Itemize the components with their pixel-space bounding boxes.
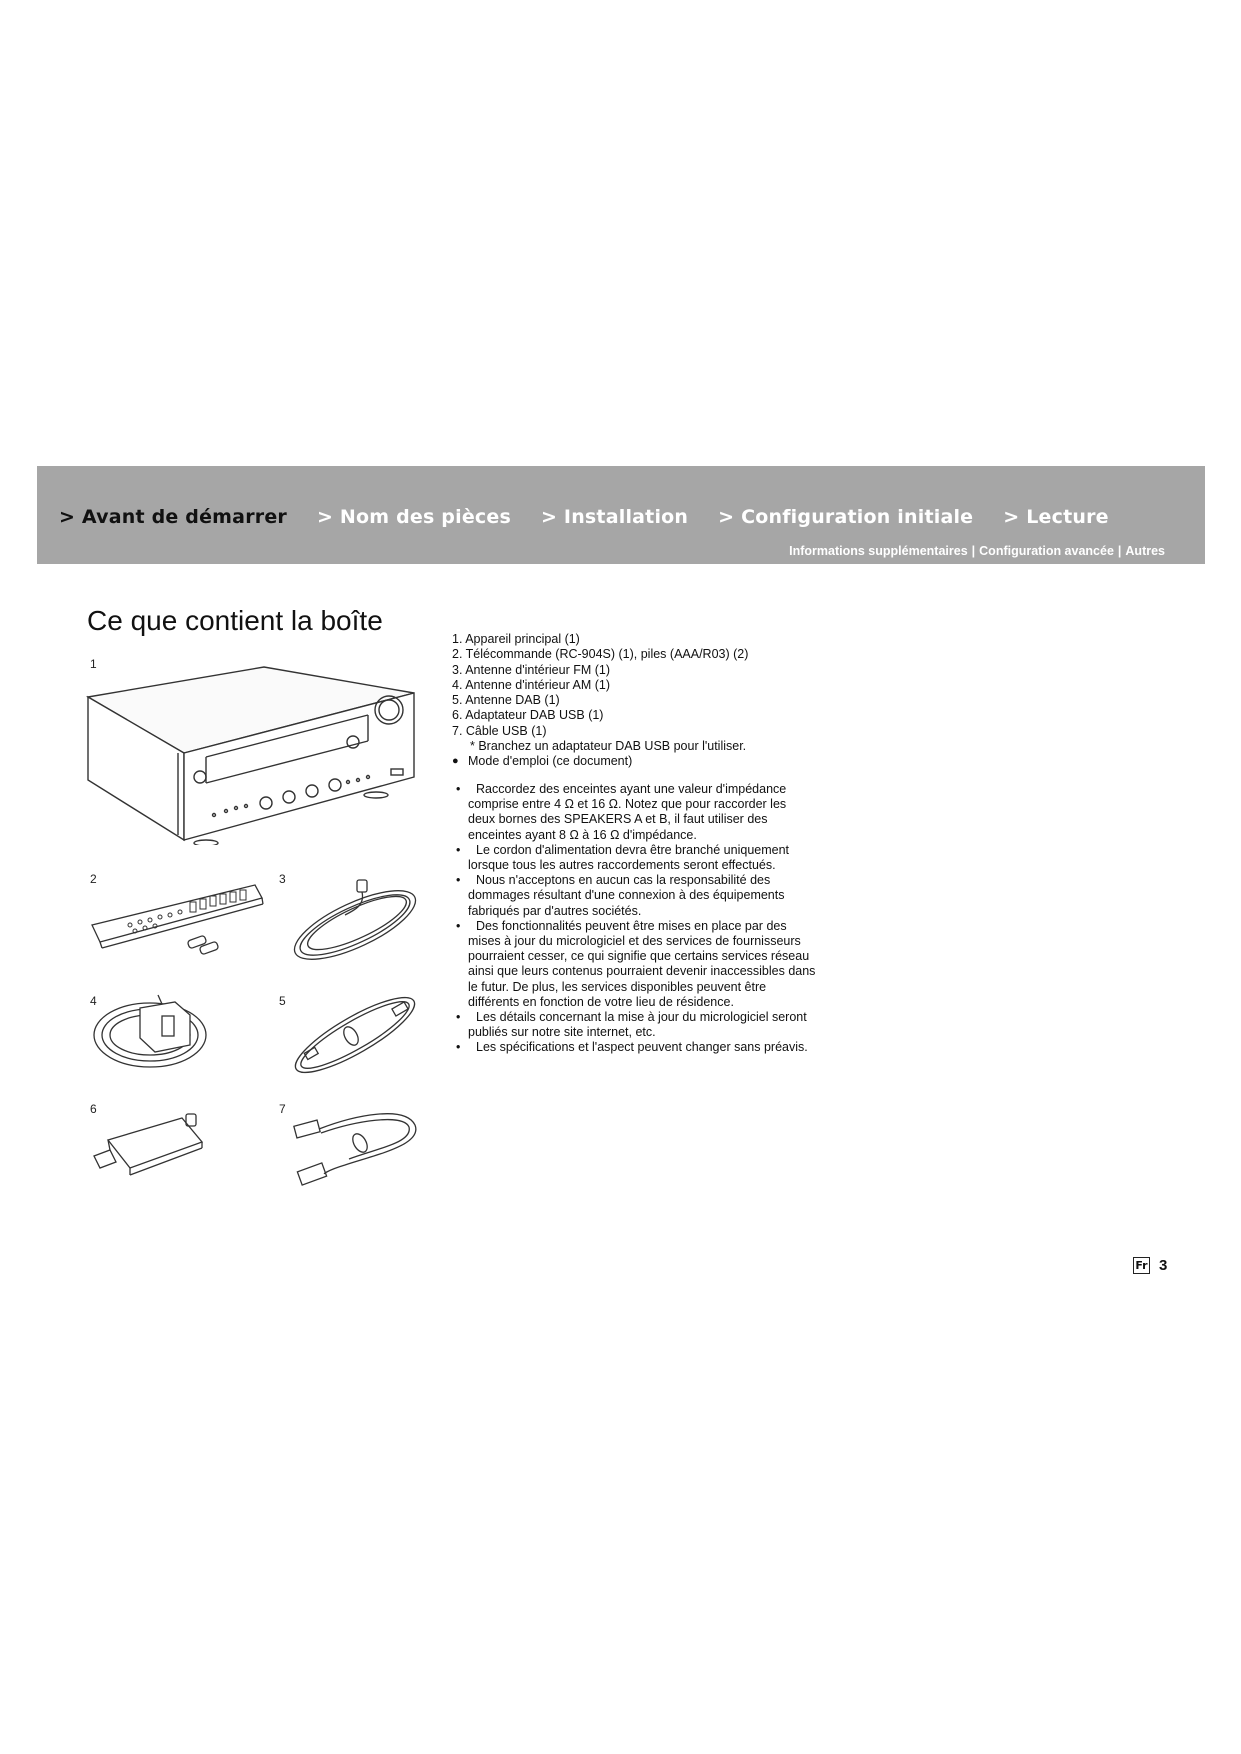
manual-label: Mode d'emploi (ce document) [468,754,633,769]
page-title: Ce que contient la boîte [87,604,383,636]
language-badge: Fr [1133,1257,1150,1274]
am-antenna-illustration [90,990,220,1075]
list-item: 7. Câble USB (1) [452,723,547,738]
bullet-icon: • [456,842,461,857]
note-item [456,919,816,1010]
figure-number-4: 4 [90,994,97,1008]
list-item: 3. Antenne d'intérieur FM (1) [452,662,611,677]
sub-navigation [789,544,1165,558]
figure-number-6: 6 [90,1102,97,1116]
note-text: Les détails concernant la mise à jour du micrologiciel seront publiés sur notre site internet, etc. [468,1010,807,1040]
figure-number-2: 2 [90,872,97,886]
tab-configuration-initiale[interactable]: > Configuration initiale [718,506,974,528]
dab-antenna-illustration [285,990,425,1080]
bullet-icon: ● [452,755,459,768]
list-item: 2. Télécommande (RC-904S) (1), piles (AAA/R03) (2) [452,647,749,662]
note-text: Raccordez des enceintes ayant une valeur d'impédance comprise entre 4 Ω et 16 Ω. Notez que pour raccorder les deux bornes des SPEAKERS A et B, il faut utiliser des enceintes ayant 8 Ω à 16 Ω d'impédance. [468,782,787,842]
remote-control-illustration [90,880,270,970]
tab-nom-des-pieces[interactable]: > Nom des pièces [317,506,511,528]
tab-lecture[interactable]: > Lecture [1003,506,1109,528]
note-item [456,843,816,873]
list-item: 5. Antenne DAB (1) [452,693,560,708]
figure-number-3: 3 [279,872,286,886]
nav-tabs [59,506,1139,528]
separator: | [971,544,976,558]
list-item: 1. Appareil principal (1) [452,632,580,646]
main-unit-illustration [86,665,416,845]
usb-dab-adapter-illustration [90,1110,210,1190]
page-footer [1133,1257,1167,1274]
usb-adapter-note: * Branchez un adaptateur DAB USB pour l'utiliser. [470,739,747,754]
note-item [456,1040,816,1055]
list-item: 4. Antenne d'intérieur AM (1) [452,677,611,692]
link-autres[interactable]: Autres [1125,544,1165,558]
tab-installation[interactable]: > Installation [540,506,689,528]
list-item: 6. Adaptateur DAB USB (1) [452,708,604,723]
figure-number-7: 7 [279,1102,286,1116]
note-text: Nous n'acceptons en aucun cas la responsabilité des dommages résultant d'une connexion à des équipements fabriqués par d'autres sociétés. [468,873,785,918]
figure-number-1: 1 [90,657,97,671]
contents-list [452,632,748,770]
link-informations-supplementaires[interactable]: Informations supplémentaires [789,544,968,558]
tab-avant-de-demarrer[interactable]: > Avant de démarrer [59,506,287,528]
bullet-icon: • [456,918,461,933]
note-text: Le cordon d'alimentation devra être branché uniquement lorsque tous les autres raccordements seront effectués. [468,842,790,873]
figure-number-5: 5 [279,994,286,1008]
navigation-bar [37,466,1205,564]
note-text: Des fonctionnalités peuvent être mises en place par des mises à jour du micrologiciel et des services de fournisseurs pourraient cesser, ce qui signifie que certains services réseau ainsi que leurs contenus pourraient devenir inaccessibles dans le futur. De plus, les services disponibles peuvent être différents en fonction de votre lieu de résidence. [468,918,816,1009]
note-item [456,782,816,843]
page-number: 3 [1159,1257,1168,1274]
note-item [456,1010,816,1040]
usb-cable-illustration [285,1105,425,1195]
bullet-icon: • [456,1040,461,1055]
bullet-icon: • [456,873,461,888]
note-text: Les spécifications et l'aspect peuvent changer sans préavis. [476,1040,808,1055]
fm-antenna-illustration [285,875,425,965]
notes-list [456,782,816,1056]
bullet-icon: • [456,782,461,796]
bullet-icon: • [456,1010,461,1025]
list-item-manual [452,754,748,769]
note-item [456,873,816,919]
link-configuration-avancee[interactable]: Configuration avancée [979,544,1114,558]
separator: | [1117,544,1122,558]
